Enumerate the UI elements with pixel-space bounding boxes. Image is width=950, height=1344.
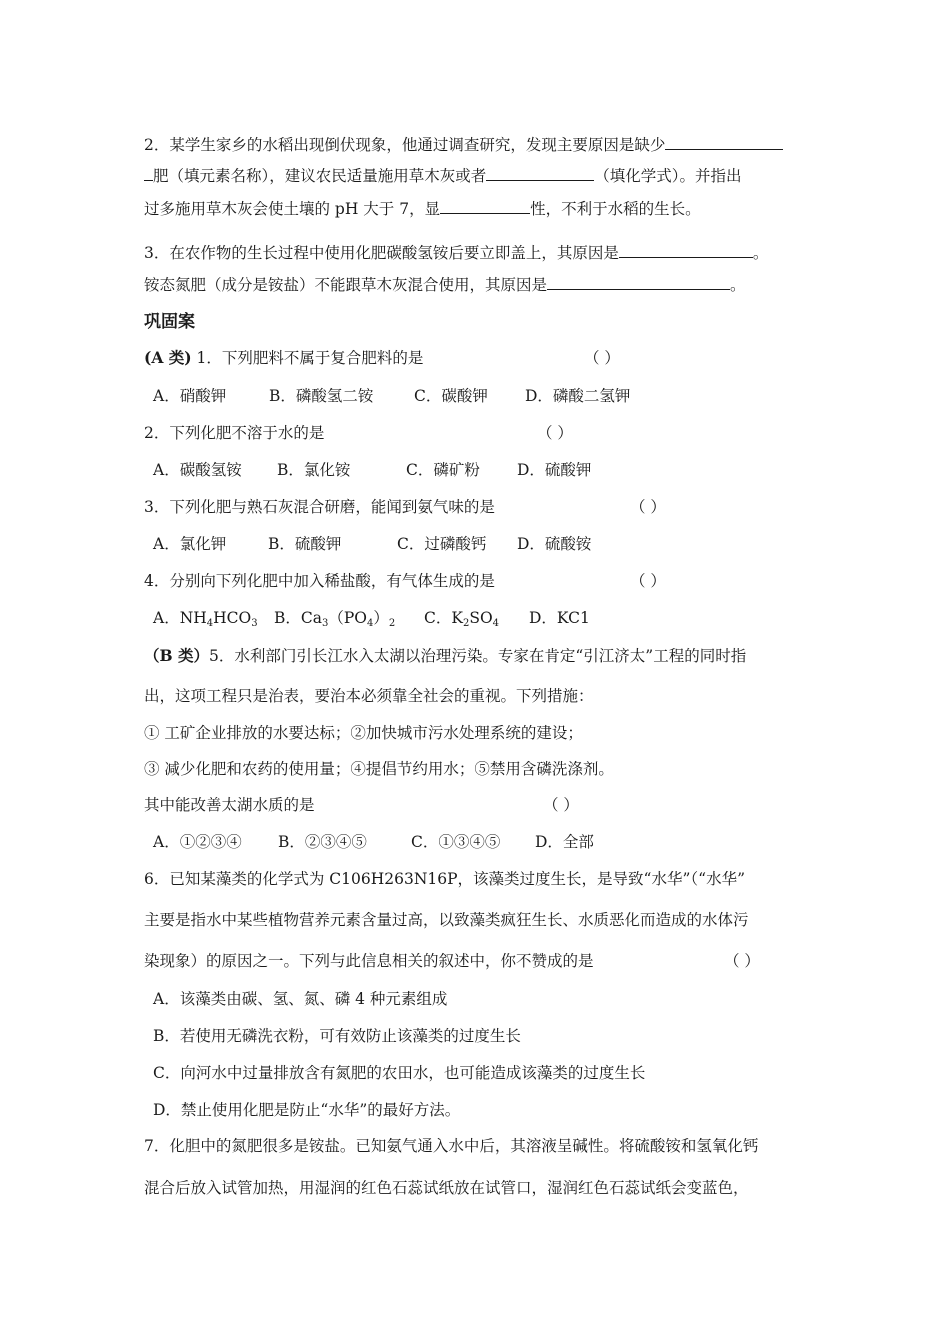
a1-text: 1．下列肥料不属于复合肥料的是: [191, 349, 424, 367]
a2-question: 2．下列化肥不溶于水的是: [144, 424, 325, 442]
q2-text-2b: （填化学式）。并指出: [594, 167, 742, 185]
option-a[interactable]: A．氯化钾: [153, 535, 227, 553]
q6-option-d[interactable]: D．禁止使用化肥是防止“水华”的最好方法。: [153, 1101, 461, 1119]
answer-blank-5[interactable]: [547, 274, 730, 290]
option-c[interactable]: C．碳酸钾: [414, 387, 488, 405]
q6-line-2: 主要是指水中某些植物营养元素含量过高，以致藻类疯狂生长、水质恶化而造成的水体污: [144, 911, 749, 929]
option-a[interactable]: A．碳酸氢铵: [153, 461, 242, 479]
q2-text-1: 2．某学生家乡的水稻出现倒伏现象，他通过调查研究，发现主要原因是缺少: [144, 136, 666, 154]
option-c[interactable]: C．磷矿粉: [406, 461, 480, 479]
q6-option-c[interactable]: C．向河水中过量排放含有氮肥的农田水，也可能造成该藻类的过度生长: [153, 1064, 646, 1082]
option-b[interactable]: B．②③④⑤: [278, 833, 367, 851]
q3-text-2b: 。: [730, 276, 746, 294]
q3-line-1: [144, 242, 768, 263]
a3-options: [153, 534, 591, 554]
a2-paren: （ ）: [537, 424, 573, 442]
q6-line-3: 染现象）的原因之一。下列与此信息相关的叙述中，你不赞成的是: [144, 952, 594, 970]
answer-blank-1-cont[interactable]: [144, 165, 153, 181]
option-d[interactable]: D．全部: [535, 833, 594, 851]
q2-line-3: [144, 198, 701, 219]
a4-options: [153, 608, 590, 634]
answer-blank-4[interactable]: [619, 242, 753, 258]
q7-line-2: 混合后放入试管加热，用湿润的红色石蕊试纸放在试管口，湿润红色石蕊试纸会变蓝色，: [144, 1179, 749, 1197]
b5-line-2: 出，这项工程只是治表，要治本必须靠全社会的重视。下列措施：: [144, 687, 594, 705]
a3-paren: （ ）: [630, 498, 666, 516]
b5-paren: （ ）: [543, 796, 579, 814]
option-a[interactable]: A．$NH_4HCO_3$: [153, 609, 258, 629]
b5-line-5: 其中能改善太湖水质的是: [144, 796, 315, 814]
option-b[interactable]: B．氯化铵: [277, 461, 351, 479]
q3-line-2: [144, 274, 746, 295]
option-b[interactable]: B．$Ca_3(PO_4)_2$: [274, 609, 396, 629]
a2-options: [153, 460, 591, 480]
option-a[interactable]: A．硝酸钾: [153, 387, 227, 405]
a1-options: [153, 386, 630, 406]
answer-blank-1[interactable]: [665, 134, 783, 150]
q7-line-1: 7．化胆中的氮肥很多是铵盐。已知氨气通入水中后，其溶液呈碱性。将硫酸铵和氢氧化钙: [144, 1137, 759, 1155]
a1-question: [144, 348, 423, 368]
a1-paren: （ ）: [584, 349, 620, 367]
q3-text-1b: 。: [752, 244, 769, 262]
option-a[interactable]: A．①②③④: [153, 833, 242, 851]
option-c[interactable]: C．$K_2SO_4$: [424, 609, 500, 629]
answer-blank-2[interactable]: [486, 165, 594, 181]
a3-question: 3．下列化肥与熟石灰混合研磨，能闻到氨气味的是: [144, 498, 495, 516]
a4-paren: （ ）: [630, 572, 666, 590]
q2-text-3b: 性，不利于水稻的生长。: [530, 200, 701, 218]
option-b[interactable]: B．硫酸钾: [268, 535, 342, 553]
q6-paren: （ ）: [724, 952, 760, 970]
q3-text-1a: 3．在农作物的生长过程中使用化肥碳酸氢铵后要立即盖上，其原因是: [144, 244, 619, 262]
q6-option-a[interactable]: A．该藻类由碳、氢、氮、磷 4 种元素组成: [153, 990, 448, 1008]
b5-line-3: ① 工矿企业排放的水要达标；②加快城市污水处理系统的建设；: [144, 724, 583, 742]
b5-text-1: 5．水利部门引长江水入太湖以治理污染。专家在肯定“引江济太”工程的同时指: [209, 647, 747, 665]
b5-options: [153, 832, 594, 852]
answer-blank-3[interactable]: [440, 198, 530, 214]
q3-text-2a: 铵态氮肥（成分是铵盐）不能跟草木灰混合使用，其原因是: [144, 276, 548, 294]
option-d[interactable]: D．KC1: [529, 609, 590, 627]
option-c[interactable]: C．①③④⑤: [411, 833, 501, 851]
q2-line-2: [144, 165, 742, 186]
option-c[interactable]: C．过磷酸钙: [397, 535, 487, 553]
q2-text-3a: 过多施用草木灰会使土壤的 pH 大于 7，显: [144, 200, 441, 218]
option-d[interactable]: D．磷酸二氢钾: [525, 387, 631, 405]
a-category-tag: (A 类): [144, 348, 192, 367]
option-d[interactable]: D．硫酸钾: [517, 461, 592, 479]
option-b[interactable]: B．磷酸氢二铵: [269, 387, 374, 405]
q2-line-1: [144, 134, 783, 155]
b-category-tag: （B 类）: [144, 646, 209, 665]
q6-line-1: 6．已知某藻类的化学式为 C106H263N16P，该藻类过度生长，是导致“水华”（“水华”: [144, 870, 745, 888]
a4-question: 4．分别向下列化肥中加入稀盐酸，有气体生成的是: [144, 572, 495, 590]
section-title: 巩固案: [144, 312, 195, 332]
option-d[interactable]: D．硫酸铵: [517, 535, 592, 553]
q6-option-b[interactable]: B．若使用无磷洗衣粉，可有效防止该藻类的过度生长: [153, 1027, 521, 1045]
b5-line-1: [144, 646, 746, 666]
b5-line-4: ③ 减少化肥和农药的使用量；④提倡节约用水；⑤禁用含磷洗涤剂。: [144, 760, 614, 778]
q2-text-2a: 肥（填元素名称），建议农民适量施用草木灰或者: [153, 167, 487, 185]
